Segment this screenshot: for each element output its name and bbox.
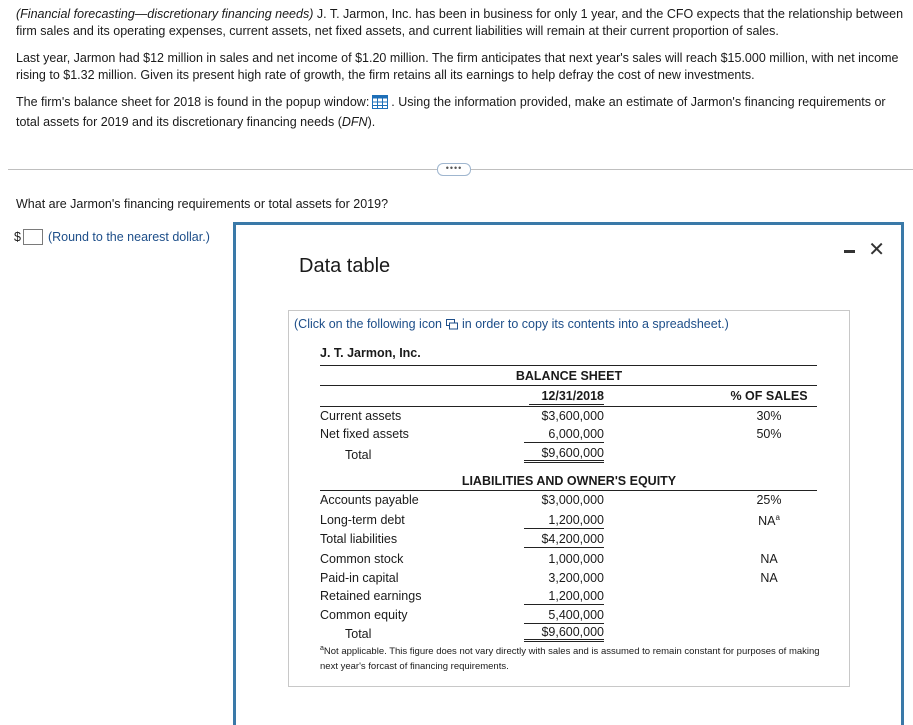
paragraph-3 xyxy=(16,94,906,131)
footnote-sup: a xyxy=(320,645,324,652)
date-header: 12/31/2018 xyxy=(529,389,604,405)
topic-label: (Financial forecasting—discretionary financing needs) xyxy=(16,7,314,21)
footnote-marker: a xyxy=(775,513,780,522)
dfn-abbrev: DFN xyxy=(341,115,368,129)
footnote xyxy=(320,641,830,674)
pct-header: % OF SALES xyxy=(730,389,808,403)
minimize-icon[interactable] xyxy=(844,250,855,253)
liability-label: Total liabilities xyxy=(320,532,398,546)
data-table-frame xyxy=(288,310,850,687)
liability-pct-text: NA xyxy=(758,514,776,529)
liability-value: 1,000,000 xyxy=(548,552,604,566)
liability-label: Common stock xyxy=(320,552,404,566)
copy-instruction xyxy=(294,317,729,333)
footnote-text: Not applicable. This figure does not vary directly with sales and is assumed to remain constant for purposes of making next year's forcast of financing requirements. xyxy=(320,646,820,673)
paragraph-1 xyxy=(16,6,906,40)
currency-symbol: $ xyxy=(14,230,21,244)
paragraph-1-text: J. T. Jarmon, Inc. has been in business for only 1 year, and the CFO expects that the relationship between firm sales and its operating expenses, current assets, net fixed assets, and current liabilities will remain at their current proportion of sales. xyxy=(16,7,904,38)
liability-value: $4,200,000 xyxy=(524,532,604,548)
asset-total-label: Total xyxy=(345,448,372,462)
copy-instruction-a: (Click on the following icon xyxy=(294,317,442,331)
answer-row xyxy=(14,229,210,245)
liabilities-header: LIABILITIES AND OWNER'S EQUITY xyxy=(461,474,677,488)
answer-input[interactable] xyxy=(23,229,43,245)
top-rule xyxy=(320,365,817,366)
asset-total-value: $9,600,000 xyxy=(524,446,604,463)
liability-value: $3,000,000 xyxy=(541,493,604,507)
expand-button[interactable]: •••• xyxy=(437,163,471,176)
close-icon[interactable]: ✕ xyxy=(868,239,885,261)
liability-total-label: Total xyxy=(345,627,372,641)
liabilities-rule xyxy=(320,490,817,491)
paragraph-3-text-c: ). xyxy=(367,115,376,129)
question-text: What are Jarmon's financing requirements or total assets for 2019? xyxy=(16,197,389,211)
paragraph-2: Last year, Jarmon had $12 million in sales and net income of $1.20 million. The firm anticipates that next year's sales will reach $15.000 million, with net income rising to $1.32 million. Given its present high rate of growth, the firm retains all its earnings to help defray the cost of new investments. xyxy=(16,51,899,82)
liability-total-value: $9,600,000 xyxy=(524,625,604,642)
data-table-icon[interactable] xyxy=(372,95,388,114)
copy-instruction-b: in order to copy its contents into a spreadsheet.) xyxy=(462,317,729,331)
popup-title: Data table xyxy=(299,255,391,277)
asset-pct: 50% xyxy=(756,427,782,441)
asset-label: Current assets xyxy=(320,409,402,423)
liability-pct: NA xyxy=(760,571,778,585)
balance-sheet-header: BALANCE SHEET xyxy=(515,369,623,383)
liability-label: Long-term debt xyxy=(320,513,405,527)
liability-pct: 25% xyxy=(756,493,782,507)
liability-label: Common equity xyxy=(320,608,408,622)
company-name: J. T. Jarmon, Inc. xyxy=(320,346,421,360)
liability-pct xyxy=(729,513,809,528)
liability-label: Accounts payable xyxy=(320,493,419,507)
liability-pct: NA xyxy=(760,552,778,566)
liability-value: 3,200,000 xyxy=(548,571,604,585)
column-rule xyxy=(320,406,817,407)
data-table-popup xyxy=(233,222,904,725)
liability-value: 1,200,000 xyxy=(524,589,604,605)
asset-label: Net fixed assets xyxy=(320,427,409,441)
paragraph-3-text-a: The firm's balance sheet for 2018 is found in the popup window: xyxy=(16,95,370,109)
liability-label: Retained earnings xyxy=(320,589,422,603)
header-rule xyxy=(320,385,817,386)
liability-label: Paid-in capital xyxy=(320,571,399,585)
liability-value: 1,200,000 xyxy=(524,513,604,529)
copy-icon[interactable] xyxy=(446,319,458,333)
asset-value: 6,000,000 xyxy=(524,427,604,443)
problem-statement xyxy=(16,6,906,141)
rounding-hint: (Round to the nearest dollar.) xyxy=(47,230,210,244)
paragraph-3-text-b: . Using the information provided, make an estimate of Jarmon's financing requirements or total assets for 2019 and its discretionary financing needs ( xyxy=(16,95,886,129)
liability-value: 5,400,000 xyxy=(524,608,604,624)
asset-pct: 30% xyxy=(756,409,782,423)
asset-value: $3,600,000 xyxy=(541,409,604,423)
